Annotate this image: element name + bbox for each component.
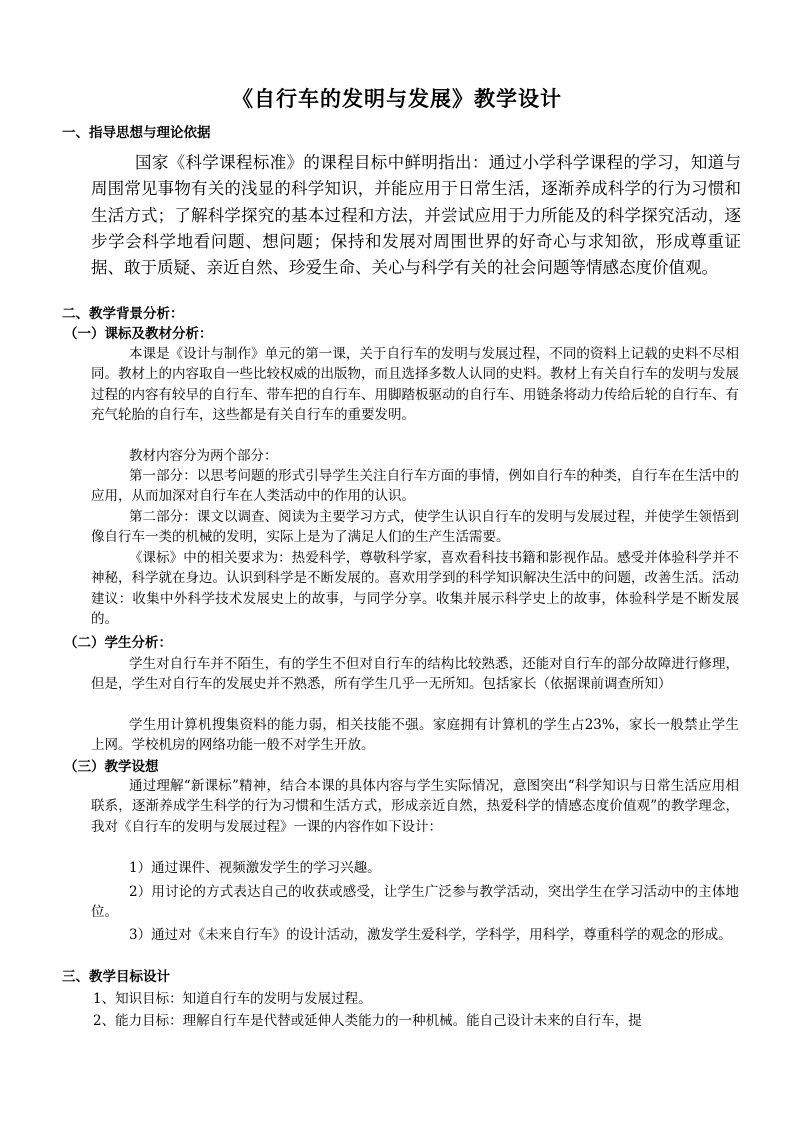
subsection-1-paragraph-3: 第一部分：以思考问题的形式引导学生关注自行车方面的事情，例如自行车的种类，自行车在生活中的应用，从而加深对自行车在人类活动中的作用的认识。 (91, 468, 739, 505)
section-2-heading: 二、教学背景分析： (62, 306, 184, 322)
section-3-goal-2: 2、能力目标：理解自行车是代替或延伸人类能力的一种机械。能自己设计未来的自行车，提 (93, 1013, 642, 1029)
subsection-3-item-3: 3）通过对《未来自行车》的设计活动，激发学生爱科学，学科学，用科学，尊重科学的观念的形成。 (129, 927, 732, 943)
subsection-3-item-1: 1）通过课件、视频激发学生的学习兴趣。 (129, 860, 381, 876)
subsection-3-heading: （三）教学设想 (64, 759, 159, 775)
subsection-3-item-2: 2）用讨论的方式表达自己的收获或感受，让学生广泛参与教学活动，突出学生在学习活动中的主体地位。 (91, 884, 739, 921)
section-3-heading: 三、教学目标设计 (62, 969, 170, 985)
subsection-1-paragraph-1: 本课是《设计与制作》单元的第一课，关于自行车的发明与发展过程，不同的资料上记载的史料不尽相同。教材上的内容取自一些比较权威的出版物，而且选择多数人认同的史料。教材上有关自行车的发明与发展过程的内容有较早的自行车、带车把的自行车、用脚踏板驱动的自行车、用链条将动力传给后轮的自行车、有充气轮胎的自行车，这些都是有关自行车的重要发明。 (91, 346, 739, 423)
subsection-2-paragraph-1: 学生对自行车并不陌生，有的学生不但对自行车的结构比较熟悉，还能对自行车的部分故障进行修理，但是，学生对自行车的发展史并不熟悉，所有学生几乎一无所知。包括家长（依据课前调查所知） (91, 656, 739, 693)
subsection-1-paragraph-5: 《课标》中的相关要求为：热爱科学，尊敬科学家，喜欢看科技书籍和影视作品。感受并体验科学并不神秘，科学就在身边。认识到科学是不断发展的。喜欢用学到的科学知识解决生活中的问题，改善生活。活动建议：收集中外科学技术发展史上的故事，与同学分享。收集并展示科学史上的故事，体验科学是不断发展的。 (91, 550, 739, 627)
section-3-goal-1: 1、知识目标：知道自行车的发明与发展过程。 (93, 991, 372, 1007)
document-title: 《自行车的发明与发展》教学设计 (232, 86, 562, 111)
section-1-heading: 一、指导思想与理论依据 (62, 125, 211, 141)
section-1-text: 国家《科学课程标准》的课程目标中鲜明指出：通过小学科学课程的学习，知道与周围常见事物有关的浅显的科学知识，并能应用于日常生活，逐渐养成科学的行为习惯和生活方式；了解科学探究的基本过程和方法，并尝试应用于力所能及的科学探究活动，逐步学会科学地看问题、想问题；保持和发展对周围世界的好奇心与求知欲，形成尊重证据、敢于质疑、亲近自然、珍爱生命、关心与科学有关的社会问题等情感态度价值观。 (91, 153, 741, 278)
subsection-1-paragraph-4: 第二部分：课文以调查、阅读为主要学习方式，使学生认识自行车的发明与发展过程，并使学生领悟到像自行车一类的机械的发明，实际上是为了满足人们的生产生活需要。 (91, 509, 739, 546)
subsection-2-heading: （二）学生分析： (64, 635, 172, 651)
subsection-1-heading: （一）课标及教材分析： (64, 326, 213, 342)
subsection-3-paragraph-1: 通过理解“新课标”精神，结合本课的具体内容与学生实际情况，意图突出“科学知识与日常生活应用相联系，逐渐养成学生科学的行为习惯和生活方式，形成亲近自然，热爱科学的情感态度价值观”的教学理念，我对《自行车的发明与发展过程》一课的内容作如下设计： (91, 778, 739, 835)
subsection-1-paragraph-2: 教材内容分为两个部分： (129, 448, 278, 464)
subsection-2-paragraph-2: 学生用计算机搜集资料的能力弱，相关技能不强。家庭拥有计算机的学生占23%，家长一般禁止学生上网。学校机房的网络功能一般不对学生开放。 (91, 717, 739, 754)
